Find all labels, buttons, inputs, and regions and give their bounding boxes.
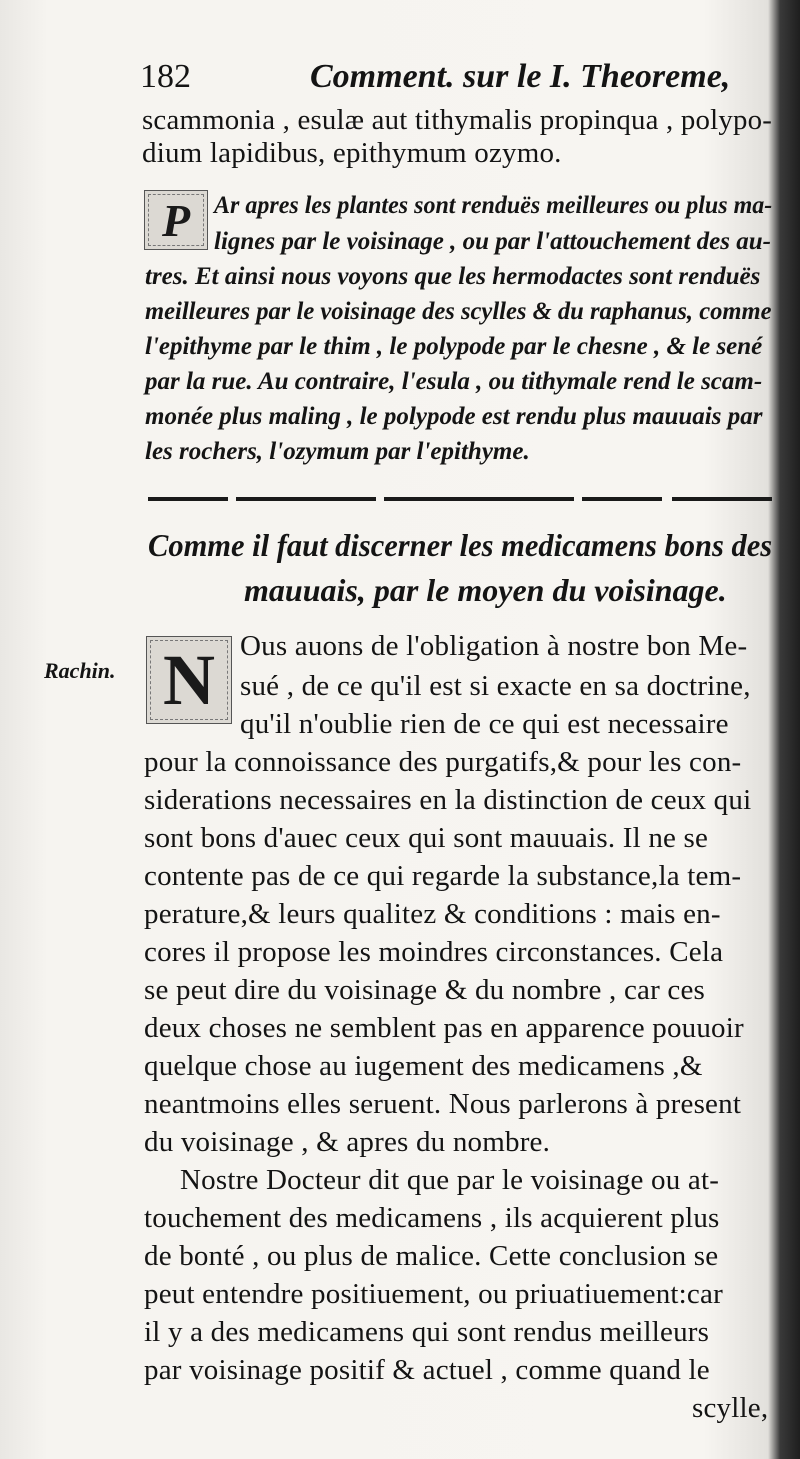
- text-line: de bonté , ou plus de malice. Cette conclusion se: [144, 1240, 719, 1272]
- text-line: siderations necessaires en la distinction de ceux qui: [144, 784, 752, 816]
- drop-cap-letter: P: [161, 194, 191, 246]
- page-header: [140, 58, 770, 102]
- drop-cap-p: [144, 190, 208, 250]
- text-line: sont bons d'auec ceux qui sont mauuais. Il ne se: [144, 822, 709, 854]
- drop-cap-n: [146, 636, 232, 724]
- drop-cap-letter: N: [163, 639, 215, 720]
- text-line: quelque chose au iugement des medicamens ,&: [144, 1050, 703, 1082]
- section-heading-line: Comme il faut discerner les medicamens bons des: [148, 527, 773, 563]
- text-line: scammonia , esulæ aut tithymalis propinqua , polypo-: [142, 104, 773, 136]
- text-line: se peut dire du voisinage & du nombre , car ces: [144, 974, 706, 1006]
- section-divider: [148, 495, 772, 505]
- running-title: Comment. sur le I. Theoreme,: [310, 58, 731, 95]
- text-line: par voisinage positif & actuel , comme quand le: [144, 1354, 710, 1386]
- text-line: Ar apres les plantes sont renduës meilleures ou plus ma-: [214, 192, 773, 219]
- text-line: Ous auons de l'obligation à nostre bon Me-: [240, 630, 748, 662]
- text-line: perature,& leurs qualitez & conditions : mais en-: [144, 898, 721, 930]
- page-number: 182: [140, 58, 191, 95]
- text-line: sué , de ce qu'il est si exacte en sa doctrine,: [240, 670, 751, 702]
- text-line: les rochers, l'ozymum par l'epithyme.: [145, 438, 530, 465]
- text-line: il y a des medicamens qui sont rendus meilleurs: [144, 1316, 710, 1348]
- text-line: dium lapidibus, epithymum ozymo.: [142, 137, 562, 169]
- catchword: scylle,: [692, 1392, 769, 1424]
- text-line: monée plus maling , le polypode est rendu plus mauuais par: [145, 403, 763, 430]
- text-line: l'epithyme par le thim , le polypode par le chesne , & le sené: [145, 333, 763, 360]
- text-line: Nostre Docteur dit que par le voisinage ou at-: [180, 1164, 720, 1196]
- text-line: tres. Et ainsi nous voyons que les hermodactes sont renduës: [145, 263, 761, 290]
- text-line: touchement des medicamens , ils acquierent plus: [144, 1202, 720, 1234]
- text-line: qu'il n'oublie rien de ce qui est necessaire: [240, 708, 729, 740]
- text-line: cores il propose les moindres circonstances. Cela: [144, 936, 724, 968]
- text-line: peut entendre positiuement, ou priuatiuement:car: [144, 1278, 723, 1310]
- text-line: du voisinage , & apres du nombre.: [144, 1126, 551, 1158]
- text-line: contente pas de ce qui regarde la substance,la tem-: [144, 860, 742, 892]
- text-line: deux choses ne semblent pas en apparence pouuoir: [144, 1012, 744, 1044]
- section-heading-line: mauuais, par le moyen du voisinage.: [244, 572, 727, 608]
- text-line: lignes par le voisinage , ou par l'attouchement des au-: [214, 228, 771, 255]
- text-line: par la rue. Au contraire, l'esula , ou tithymale rend le scam-: [145, 368, 763, 395]
- text-line: meilleures par le voisinage des scylles & du raphanus, comme: [145, 298, 772, 325]
- margin-note: Rachin.: [44, 658, 116, 683]
- text-line: neantmoins elles seruent. Nous parlerons à present: [144, 1088, 742, 1120]
- text-line: pour la connoissance des purgatifs,& pour les con-: [144, 746, 742, 778]
